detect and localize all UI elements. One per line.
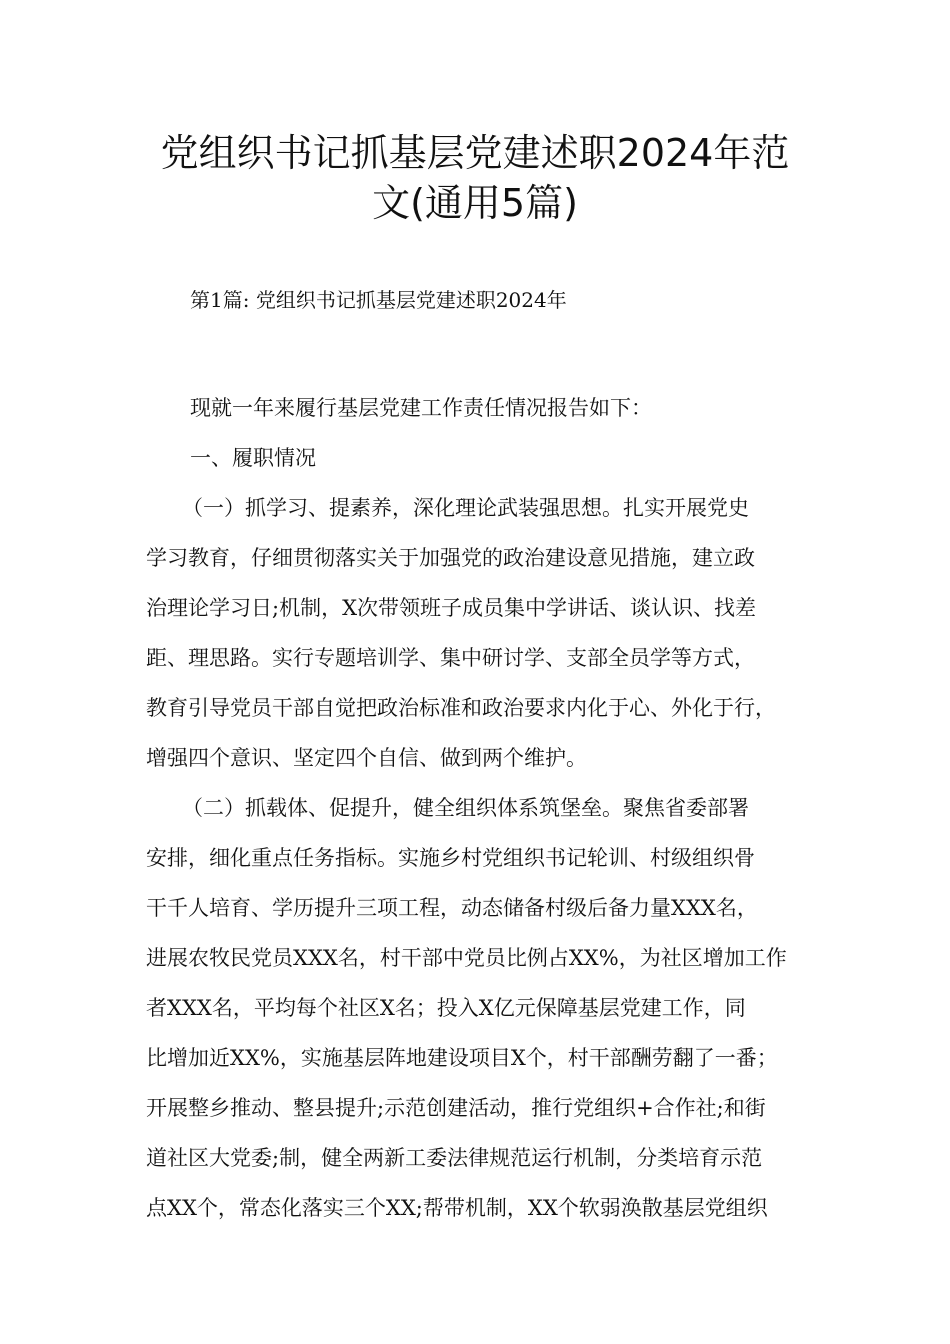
paragraph-line: 者XXX名，平均每个社区X名；投入X亿元保障基层党建工作，同 xyxy=(146,996,746,1020)
paragraph-line: 增强四个意识、坚定四个自信、做到两个维护。 xyxy=(146,746,587,770)
paragraph-line: 干千人培育、学历提升三项工程，动态储备村级后备力量XXX名， xyxy=(146,896,758,920)
paragraph-line: 安排，细化重点任务指标。实施乡村党组织书记轮训、村级组织骨 xyxy=(146,846,755,870)
body-text xyxy=(146,383,826,1233)
title-line-2: 文(通用5篇) xyxy=(372,181,578,225)
chapter-subheading: 第1篇: 党组织书记抓基层党建述职2024年 xyxy=(190,288,567,312)
paragraph-line: 比增加近XX%，实施基层阵地建设项目X个，村干部酬劳翻了一番； xyxy=(146,1046,778,1070)
title-line-1: 党组织书记抓基层党建述职2024年范 xyxy=(160,131,790,175)
paragraph-2 xyxy=(146,783,826,1233)
paragraph-line: 治理论学习日;机制，X次带领班子成员集中学讲话、谈认识、找差 xyxy=(146,596,757,620)
intro-paragraph: 现就一年来履行基层党建工作责任情况报告如下： xyxy=(190,396,652,420)
paragraph-line: 点XX个，常态化落实三个XX;帮带机制，XX个软弱涣散基层党组织 xyxy=(146,1196,768,1220)
paragraph-line: 距、理思路。实行专题培训学、集中研讨学、支部全员学等方式， xyxy=(146,646,755,670)
paragraph-line: （二）抓载体、促提升，健全组织体系筑堡垒。聚焦省委部署 xyxy=(182,796,749,820)
paragraph-line: 道社区大党委;制，健全两新工委法律规范运行机制，分类培育示范 xyxy=(146,1146,763,1170)
paragraph-line: 教育引导党员干部自觉把政治标准和政治要求内化于心、外化于行， xyxy=(146,696,776,720)
paragraph-line: 学习教育，仔细贯彻落实关于加强党的政治建设意见措施，建立政 xyxy=(146,546,755,570)
paragraph-line: 进展农牧民党员XXX名，村干部中党员比例占XX%，为社区增加工作 xyxy=(146,946,787,970)
section-heading: 一、履职情况 xyxy=(190,446,316,470)
paragraph-1 xyxy=(146,483,826,783)
paragraph-line: 开展整乡推动、整县提升;示范创建活动，推行党组织+合作社;和街 xyxy=(146,1096,766,1120)
paragraph-line: （一）抓学习、提素养，深化理论武装强思想。扎实开展党史 xyxy=(182,496,749,520)
document-title xyxy=(140,128,810,228)
